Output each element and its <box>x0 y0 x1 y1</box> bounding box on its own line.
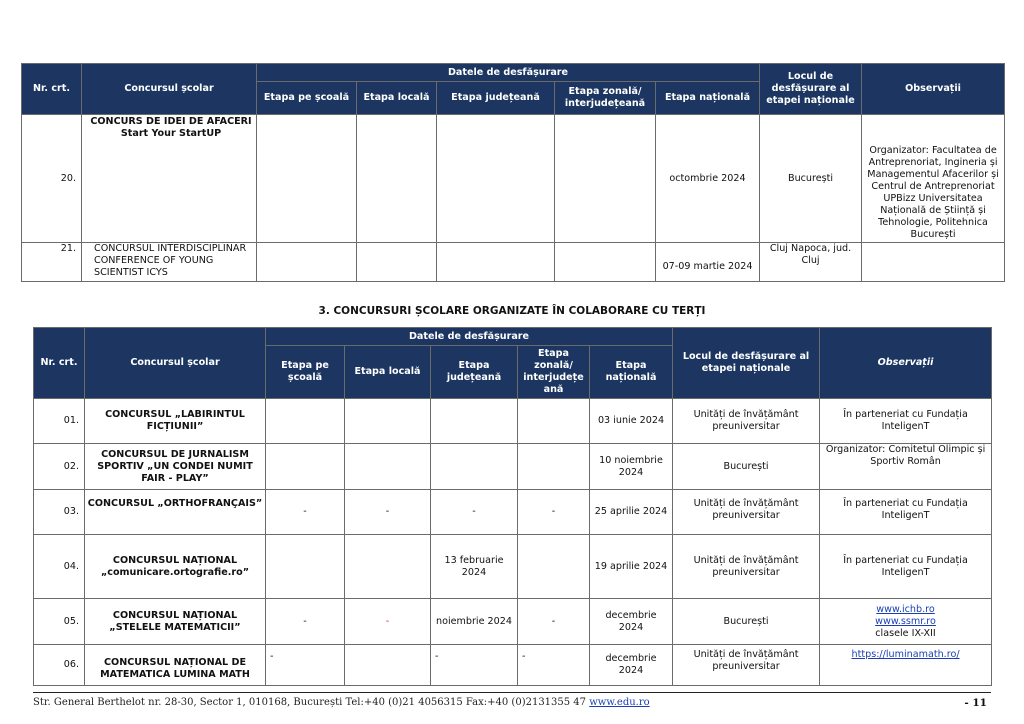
etapa-zonala <box>555 243 656 282</box>
etapa-locala <box>345 645 431 686</box>
etapa-nationala: octombrie 2024 <box>656 115 760 243</box>
competition-name: CONCURSUL NAȚIONAL „comunicare.ortografie.ro” <box>85 535 266 599</box>
locul-desfasurare: București <box>760 115 862 243</box>
observatii <box>820 599 992 645</box>
table-row <box>34 399 992 444</box>
etapa-scoala: - <box>266 645 345 686</box>
etapa-locala <box>345 535 431 599</box>
etapa-judeteana <box>437 243 555 282</box>
obs-clase: clasele IX-XII <box>875 627 936 639</box>
table-row <box>34 645 992 686</box>
header-observatii: Observații <box>820 328 992 399</box>
etapa-locala: - <box>345 490 431 535</box>
header-etapa-judeteana: Etapa județeană <box>431 346 518 399</box>
etapa-nationala: 07-09 martie 2024 <box>656 243 760 282</box>
header-concurs: Concursul școlar <box>82 64 257 115</box>
page-number: - 11 <box>964 697 987 709</box>
etapa-judeteana <box>431 399 518 444</box>
etapa-zonala: - <box>518 645 590 686</box>
locul-desfasurare: București <box>673 599 820 645</box>
etapa-locala <box>345 444 431 490</box>
header-etapa-scoala: Etapa pe școală <box>257 82 357 115</box>
observatii <box>820 645 992 686</box>
etapa-judeteana: 13 februarie 2024 <box>431 535 518 599</box>
observatii: Organizator: Comitetul Olimpic și Sportiv Român <box>820 444 992 490</box>
etapa-judeteana <box>431 444 518 490</box>
competitions-table-top <box>21 63 1005 282</box>
etapa-scoala <box>266 444 345 490</box>
etapa-zonala <box>518 444 590 490</box>
row-nr: 01. <box>34 399 85 444</box>
locul-desfasurare: Unități de învățământ preuniversitar <box>673 490 820 535</box>
header-concurs: Concursul școlar <box>85 328 266 399</box>
table-row <box>34 535 992 599</box>
competition-name: CONCURS DE IDEI DE AFACERI Start Your StartUP <box>82 115 257 243</box>
etapa-zonala: - <box>518 599 590 645</box>
etapa-nationala: 10 noiembrie 2024 <box>590 444 673 490</box>
etapa-zonala <box>555 115 656 243</box>
etapa-judeteana: noiembrie 2024 <box>431 599 518 645</box>
competition-name: CONCURSUL DE JURNALISM SPORTIV „UN CONDEI NUMIT FAIR - PLAY” <box>85 444 266 490</box>
header-etapa-locala: Etapa locală <box>345 346 431 399</box>
etapa-judeteana <box>437 115 555 243</box>
etapa-judeteana: - <box>431 645 518 686</box>
etapa-scoala <box>266 399 345 444</box>
observatii: Organizator: Facultatea de Antreprenoriat, Ingineria și Managementul Afacerilor și Centrul de Antreprenoriat UPBizz Universitatea Națională de Știință și Tehnologie, Politehnica București <box>862 115 1005 243</box>
header-nr: Nr. crt. <box>34 328 85 399</box>
footer-website-link[interactable]: www.edu.ro <box>589 697 650 708</box>
footer <box>33 697 650 708</box>
locul-desfasurare: București <box>673 444 820 490</box>
observatii: În parteneriat cu Fundația InteligenT <box>820 535 992 599</box>
competition-name: CONCURSUL „ORTHOFRANÇAIS” <box>85 490 266 535</box>
header-datele: Datele de desfășurare <box>266 328 673 346</box>
observatii: În parteneriat cu Fundația InteligenT <box>820 399 992 444</box>
etapa-nationala: 25 aprilie 2024 <box>590 490 673 535</box>
locul-desfasurare: Unități de învățământ preuniversitar <box>673 399 820 444</box>
etapa-zonala <box>518 399 590 444</box>
etapa-locala <box>357 243 437 282</box>
header-etapa-judeteana: Etapa județeană <box>437 82 555 115</box>
row-nr: 05. <box>34 599 85 645</box>
locul-desfasurare: Unități de învățământ preuniversitar <box>673 645 820 686</box>
table-row <box>22 115 1005 243</box>
header-etapa-scoala: Etapa pe școală <box>266 346 345 399</box>
etapa-zonala: - <box>518 490 590 535</box>
etapa-scoala <box>257 115 357 243</box>
header-etapa-zonala: Etapa zonală/ interjudețeană <box>555 82 656 115</box>
etapa-nationala: decembrie 2024 <box>590 599 673 645</box>
row-nr: 02. <box>34 444 85 490</box>
header-observatii: Observații <box>862 64 1005 115</box>
luminamath-link[interactable]: https://luminamath.ro/ <box>851 649 960 660</box>
header-nr: Nr. crt. <box>22 64 82 115</box>
competitions-table-third-party <box>33 327 992 686</box>
etapa-nationala: 19 aprilie 2024 <box>590 535 673 599</box>
ichb-link[interactable]: www.ichb.ro <box>876 603 935 615</box>
header-etapa-zonala: Etapa zonală/ interjudețe ană <box>518 346 590 399</box>
etapa-zonala <box>518 535 590 599</box>
footer-divider <box>33 692 991 693</box>
etapa-judeteana: - <box>431 490 518 535</box>
etapa-scoala: - <box>266 490 345 535</box>
footer-address: Str. General Berthelot nr. 28-30, Sector 1, 010168, București Tel:+40 (0)21 4056315 Fax:+40 (0)2131355 47 <box>33 697 587 708</box>
competition-name: CONCURSUL INTERDISCIPLINAR CONFERENCE OF YOUNG SCIENTIST ICYS <box>82 243 257 282</box>
header-locul: Locul de desfășurare al etapei naționale <box>760 64 862 115</box>
etapa-nationala: decembrie 2024 <box>590 645 673 686</box>
table-row <box>34 599 992 645</box>
locul-desfasurare: Cluj Napoca, jud. Cluj <box>760 243 862 282</box>
row-nr: 21. <box>22 243 82 282</box>
header-datele: Datele de desfășurare <box>257 64 760 82</box>
section-title: 3. CONCURSURI ȘCOLARE ORGANIZATE ÎN COLABORARE CU TERȚI <box>318 305 706 317</box>
row-nr: 20. <box>22 115 82 243</box>
competition-name: CONCURSUL NAȚIONAL „STELELE MATEMATICII” <box>85 599 266 645</box>
observatii: În parteneriat cu Fundația InteligenT <box>820 490 992 535</box>
competition-name: CONCURSUL NAȚIONAL DE MATEMATICA LUMINA MATH <box>85 645 266 686</box>
header-etapa-locala: Etapa locală <box>357 82 437 115</box>
locul-desfasurare: Unități de învățământ preuniversitar <box>673 535 820 599</box>
header-locul: Locul de desfășurare al etapei naționale <box>673 328 820 399</box>
header-etapa-nationala: Etapa națională <box>590 346 673 399</box>
etapa-scoala: - <box>266 599 345 645</box>
row-nr: 04. <box>34 535 85 599</box>
etapa-locala: - <box>345 599 431 645</box>
competition-name: CONCURSUL „LABIRINTUL FICȚIUNII” <box>85 399 266 444</box>
etapa-scoala <box>257 243 357 282</box>
etapa-locala <box>345 399 431 444</box>
header-etapa-nationala: Etapa națională <box>656 82 760 115</box>
etapa-scoala <box>266 535 345 599</box>
etapa-nationala: 03 iunie 2024 <box>590 399 673 444</box>
table-row <box>22 243 1005 282</box>
ssmr-link[interactable]: www.ssmr.ro <box>875 615 936 627</box>
row-nr: 03. <box>34 490 85 535</box>
observatii <box>862 243 1005 282</box>
table-row <box>34 444 992 490</box>
etapa-locala <box>357 115 437 243</box>
table-row <box>34 490 992 535</box>
row-nr: 06. <box>34 645 85 686</box>
